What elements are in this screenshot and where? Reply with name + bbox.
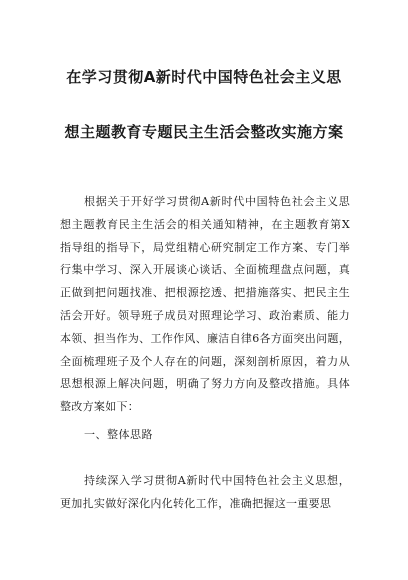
document-title-line-2: 想主题教育专题民主生活会整改实施方案: [64, 123, 344, 141]
section-heading-1: 一、整体思路: [84, 428, 153, 441]
body-paragraph-1: 根据关于开好学习贯彻A新时代中国特色社会主义思想主题教育民主生活会的相关通知精神，在主题教育第X指导组的指导下，局党组精心研究制定工作方案、专门举行集中学习、深入开展谈心谈话、全面梳理盘点问题，真正做到把问题找准、把根源挖透、把措施落实、把民主生活会开好。领导班子成员对照理论学习、政治素质、能力本领、担当作为、工作作风、廉洁自律6各方面突出问题，全面梳理班子及个人存在的问题，深刻剖析原因，着力从思想根源上解决问题，明确了努力方向及整改措施。具体整改方案如下：: [60, 195, 350, 414]
document-title-line-1: 在学习贯彻A新时代中国特色社会主义思: [66, 68, 342, 86]
body-paragraph-2: 持续深入学习贯彻A新时代中国特色社会主义思想，更加扎实做好深化内化转化工作，准确把握这一重要思: [60, 474, 350, 510]
